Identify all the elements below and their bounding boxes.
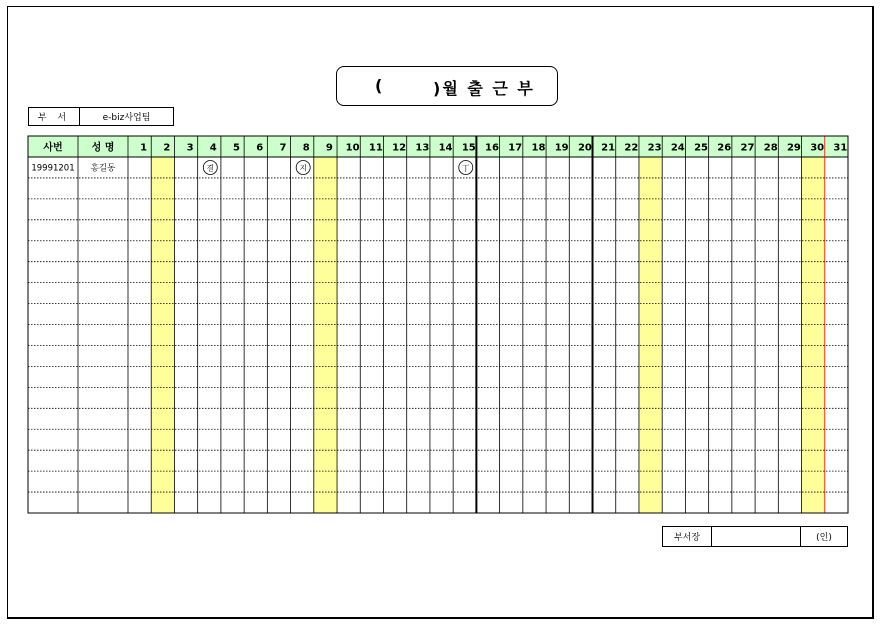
header-day-6: 6 — [256, 142, 264, 154]
employee-id[interactable]: 19991201 — [31, 163, 75, 174]
header-day-2: 2 — [163, 142, 171, 154]
header-day-12: 12 — [392, 142, 407, 154]
approval-box — [662, 526, 848, 547]
header-day-10: 10 — [345, 142, 360, 154]
header-day-30: 30 — [810, 142, 825, 154]
highlight-column-9 — [314, 157, 337, 513]
header-day-4: 4 — [209, 142, 217, 154]
header-day-27: 27 — [740, 142, 755, 154]
attendance-mark-4[interactable]: 결 — [206, 163, 214, 173]
highlight-column-2 — [151, 157, 174, 513]
header-day-3: 3 — [186, 142, 194, 154]
header-day-13: 13 — [415, 142, 430, 154]
header-day-15: 15 — [461, 142, 476, 154]
header-day-19: 19 — [554, 142, 569, 154]
header-day-8: 8 — [302, 142, 310, 154]
header-day-17: 17 — [508, 142, 523, 154]
department-label: 부 서 — [29, 108, 80, 125]
highlight-column-23 — [639, 157, 662, 513]
header-day-24: 24 — [670, 142, 685, 154]
header-day-22: 22 — [624, 142, 639, 154]
header-day-20: 20 — [577, 142, 592, 154]
header-day-7: 7 — [279, 142, 287, 154]
approval-seal: (인) — [816, 533, 832, 543]
header-day-9: 9 — [325, 142, 333, 154]
header-day-1: 1 — [140, 142, 148, 154]
header-employee-id: 사번 — [43, 142, 63, 154]
header-day-29: 29 — [786, 142, 801, 154]
header-day-16: 16 — [485, 142, 499, 154]
header-day-23: 23 — [647, 142, 662, 154]
highlight-column-30 — [802, 157, 825, 513]
header-day-31: 31 — [833, 142, 848, 154]
approval-signature-field[interactable] — [712, 527, 801, 546]
header-day-18: 18 — [531, 142, 546, 154]
header-name: 성 명 — [91, 142, 115, 154]
page-title: )월 출 근 부 — [433, 79, 535, 98]
attendance-mark-15[interactable]: 丁 — [462, 163, 470, 173]
header-day-14: 14 — [438, 142, 453, 154]
header-day-21: 21 — [601, 142, 616, 154]
department-value[interactable]: e-biz사업팀 — [102, 113, 151, 123]
title-open-paren: ( — [375, 76, 383, 95]
header-day-11: 11 — [368, 142, 383, 154]
approval-label: 부서장 — [663, 527, 712, 546]
employee-name[interactable]: 홍길동 — [90, 163, 116, 174]
header-day-26: 26 — [717, 142, 732, 154]
header-day-28: 28 — [763, 142, 778, 154]
header-day-25: 25 — [694, 142, 708, 154]
attendance-mark-8[interactable]: 지 — [299, 163, 307, 173]
header-day-5: 5 — [233, 142, 241, 154]
